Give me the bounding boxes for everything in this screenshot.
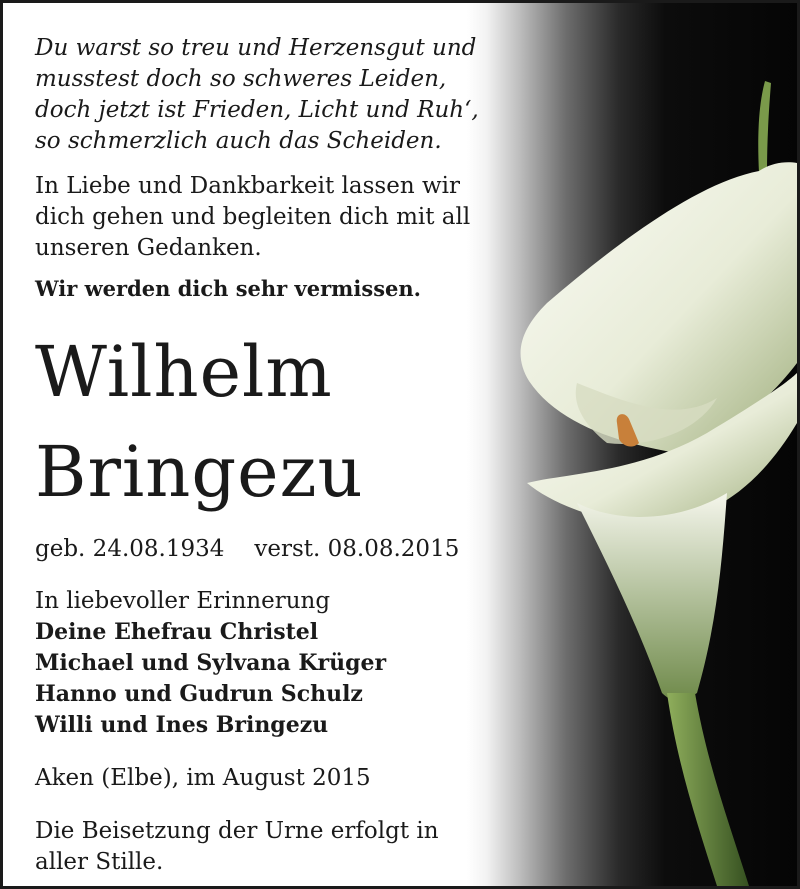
family-member: Hanno und Gudrun Schulz bbox=[35, 681, 363, 707]
poem-line: musstest doch so schweres Leiden, bbox=[35, 66, 447, 92]
burial-note bbox=[35, 816, 505, 878]
family-member: Michael und Sylvana Krüger bbox=[35, 650, 387, 676]
intro-line: unseren Gedanken. bbox=[35, 235, 262, 261]
intro-line: dich gehen und begleiten dich mit all bbox=[35, 204, 471, 230]
deceased-last-name: Bringezu bbox=[35, 431, 364, 513]
death-date: verst. 08.08.2015 bbox=[254, 536, 460, 562]
poem-line: doch jetzt ist Frieden, Licht und Ruh‘, bbox=[35, 97, 479, 123]
miss-line: Wir werden dich sehr vermissen. bbox=[35, 276, 421, 301]
intro-line: In Liebe und Dankbarkeit lassen wir bbox=[35, 173, 460, 199]
burial-line: aller Stille. bbox=[35, 849, 164, 875]
calla-lily-icon bbox=[467, 3, 797, 886]
poem-line: so schmerzlich auch das Scheiden. bbox=[35, 128, 442, 154]
calla-lily-photo bbox=[467, 3, 797, 886]
place-date: Aken (Elbe), im August 2015 bbox=[35, 765, 371, 791]
family-lead: In liebevoller Erinnerung bbox=[35, 588, 331, 614]
family-member: Willi und Ines Bringezu bbox=[35, 712, 329, 738]
poem-line: Du warst so treu und Herzensgut und bbox=[35, 35, 477, 61]
text-column bbox=[35, 33, 505, 878]
life-dates bbox=[35, 534, 505, 564]
intro-text bbox=[35, 171, 505, 264]
deceased-first-name: Wilhelm bbox=[35, 331, 333, 413]
burial-line: Die Beisetzung der Urne erfolgt in bbox=[35, 818, 439, 844]
family-block bbox=[35, 586, 505, 741]
poem bbox=[35, 33, 505, 157]
birth-date: geb. 24.08.1934 bbox=[35, 536, 225, 562]
family-member: Deine Ehefrau Christel bbox=[35, 619, 319, 645]
